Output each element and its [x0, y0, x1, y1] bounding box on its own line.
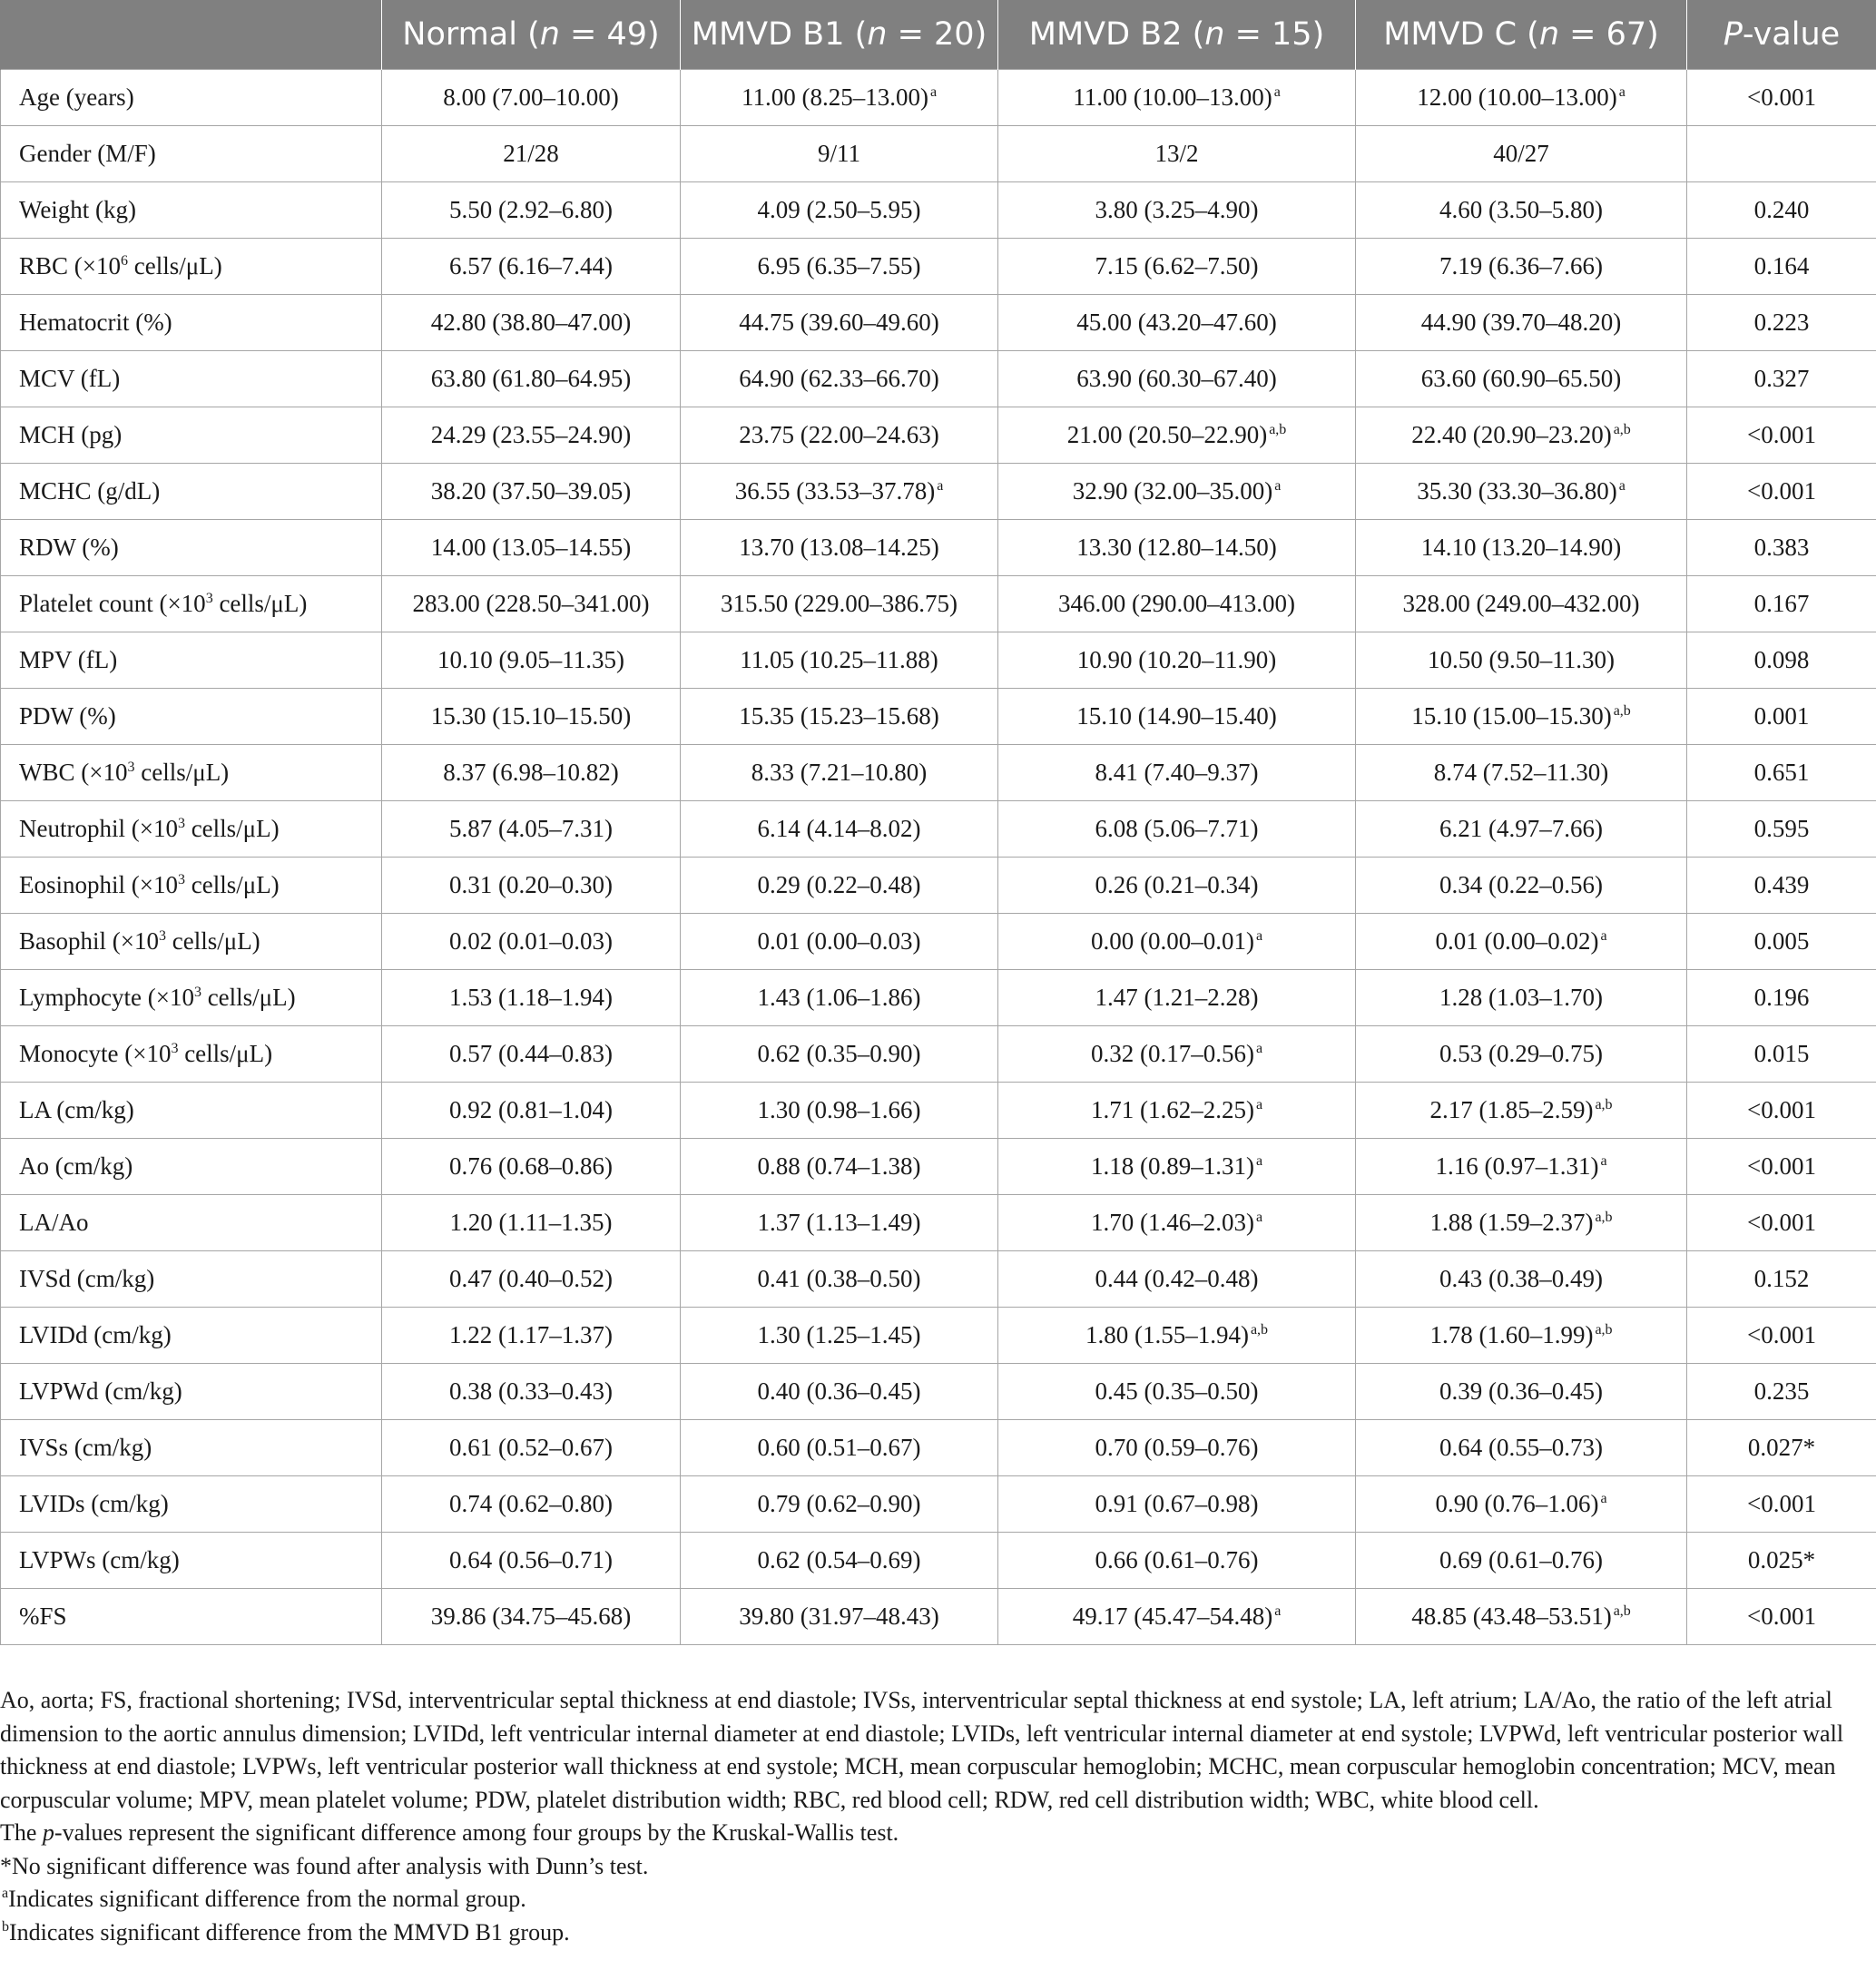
row-label: WBC ($\times 10^3$ cells/μL) [1, 745, 382, 801]
data-cell: 11.05 (10.25–11.88) [681, 632, 998, 689]
data-cell: 11.00 (10.00–13.00) $^a$ [998, 70, 1356, 126]
p-value-cell: <0.001 [1687, 70, 1876, 126]
data-cell: 1.47 (1.21–2.28) [998, 970, 1356, 1026]
significance-marker: a [1255, 1210, 1263, 1225]
p-value-cell: <0.001 [1687, 1195, 1876, 1251]
data-cell: 1.80 (1.55–1.94) $^{a,b}$ [998, 1308, 1356, 1364]
header-row [1, 0, 1876, 70]
row-label: LA/Ao [1, 1195, 382, 1251]
data-cell: 0.34 (0.22–0.56) [1356, 858, 1687, 914]
data-cell: 1.16 (0.97–1.31) $^a$ [1356, 1139, 1687, 1195]
data-cell: 32.90 (32.00–35.00) $^a$ [998, 464, 1356, 520]
table-row [1, 1195, 1876, 1251]
row-label: LVIDd (cm/kg) [1, 1308, 382, 1364]
table-row [1, 689, 1876, 745]
p-value-cell: 0.001 [1687, 689, 1876, 745]
significance-marker: a [1255, 928, 1263, 944]
data-cell: 0.32 (0.17–0.56) $^a$ [998, 1026, 1356, 1083]
data-cell: 64.90 (62.33–66.70) [681, 351, 998, 407]
row-label: MCHC (g/dL) [1, 464, 382, 520]
data-cell: 0.40 (0.36–0.45) [681, 1364, 998, 1420]
row-label: Age (years) [1, 70, 382, 126]
significance-marker: a [1255, 1041, 1263, 1056]
data-cell: 0.29 (0.22–0.48) [681, 858, 998, 914]
p-value-cell: <0.001 [1687, 1589, 1876, 1645]
row-label: Monocyte ($\times 10^3$ cells/μL) [1, 1026, 382, 1083]
significance-marker: a,b [1595, 1097, 1613, 1112]
table-row [1, 576, 1876, 632]
row-label: Weight (kg) [1, 182, 382, 239]
p-value-cell: 0.240 [1687, 182, 1876, 239]
row-label: RBC ($\times 10^6$ cells/μL) [1, 239, 382, 295]
table-row [1, 1364, 1876, 1420]
row-label: MPV (fL) [1, 632, 382, 689]
table-row [1, 1308, 1876, 1364]
data-cell: 283.00 (228.50–341.00) [382, 576, 681, 632]
table-row [1, 745, 1876, 801]
data-cell: 15.10 (15.00–15.30) $^{a,b}$ [1356, 689, 1687, 745]
row-label: LA (cm/kg) [1, 1083, 382, 1139]
data-cell: 0.70 (0.59–0.76) [998, 1420, 1356, 1476]
data-cell: 63.80 (61.80–64.95) [382, 351, 681, 407]
p-value-cell: 0.196 [1687, 970, 1876, 1026]
data-cell: 0.91 (0.67–0.98) [998, 1476, 1356, 1533]
p-value-cell: 0.015 [1687, 1026, 1876, 1083]
data-cell: 15.10 (14.90–15.40) [998, 689, 1356, 745]
significance-marker: a,b [1595, 1322, 1613, 1338]
data-cell: 0.47 (0.40–0.52) [382, 1251, 681, 1308]
header-mmvd-c: MMVD C (n = 67) [1356, 0, 1687, 70]
table-row [1, 914, 1876, 970]
table-row [1, 126, 1876, 182]
table-row [1, 407, 1876, 464]
data-cell: 44.75 (39.60–49.60) [681, 295, 998, 351]
data-cell: 8.33 (7.21–10.80) [681, 745, 998, 801]
p-value-cell: <0.001 [1687, 407, 1876, 464]
p-value-cell: 0.005 [1687, 914, 1876, 970]
significance-marker: a [1600, 1153, 1607, 1169]
footnote-p-values: The p-values represent the significant difference among four groups by the Kruskal-Wallis test. [0, 1819, 899, 1846]
significance-marker: a,b [1269, 422, 1287, 437]
data-cell: 5.87 (4.05–7.31) [382, 801, 681, 858]
data-cell: 0.26 (0.21–0.34) [998, 858, 1356, 914]
data-cell: 7.15 (6.62–7.50) [998, 239, 1356, 295]
data-cell: 5.50 (2.92–6.80) [382, 182, 681, 239]
data-cell: 0.88 (0.74–1.38) [681, 1139, 998, 1195]
footnote-abbreviations: Ao, aorta; FS, fractional shortening; IVSd, interventricular septal thickness at end diastole; IVSs, interventricular septal thickness at end systole; LA, left atrium; LA/Ao, the ratio of the left atrial dimension to the aortic annulus dimension; LVIDd, left ventricular internal diameter at end diastole; LVIDs, left ventricular internal diameter at end systole; LVPWd, left ventricular posterior wall thickness at end diastole; LVPWs, left ventricular posterior wall thickness at end systole; MCH, mean corpuscular hemoglobin; MCHC, mean corpuscular hemoglobin concentration; MCV, mean corpuscular volume; MPV, mean platelet volume; PDW, platelet distribution width; RBC, red blood cell; RDW, red cell distribution width; WBC, white blood cell. [0, 1687, 1844, 1813]
data-cell: 0.79 (0.62–0.90) [681, 1476, 998, 1533]
significance-marker: a [1600, 1491, 1607, 1506]
row-label: Neutrophil ($\times 10^3$ cells/μL) [1, 801, 382, 858]
data-cell: 0.31 (0.20–0.30) [382, 858, 681, 914]
header-mmvd-b2: MMVD B2 (n = 15) [998, 0, 1356, 70]
significance-marker: a [1255, 1153, 1263, 1169]
data-cell: 0.64 (0.55–0.73) [1356, 1420, 1687, 1476]
table-row [1, 295, 1876, 351]
data-cell: 39.86 (34.75–45.68) [382, 1589, 681, 1645]
data-cell: 0.66 (0.61–0.76) [998, 1533, 1356, 1589]
data-cell: 6.95 (6.35–7.55) [681, 239, 998, 295]
p-value-cell: <0.001 [1687, 1308, 1876, 1364]
table-row [1, 351, 1876, 407]
data-cell: 8.00 (7.00–10.00) [382, 70, 681, 126]
header-mmvd-b1: MMVD B1 (n = 20) [681, 0, 998, 70]
row-label: Basophil ($\times 10^3$ cells/μL) [1, 914, 382, 970]
data-cell: 0.61 (0.52–0.67) [382, 1420, 681, 1476]
data-cell: 0.53 (0.29–0.75) [1356, 1026, 1687, 1083]
data-cell: 0.62 (0.54–0.69) [681, 1533, 998, 1589]
row-label: %FS [1, 1589, 382, 1645]
header-p-value: P-value [1687, 0, 1876, 70]
data-cell: 1.71 (1.62–2.25) $^a$ [998, 1083, 1356, 1139]
p-value-cell: 0.223 [1687, 295, 1876, 351]
data-cell: 3.80 (3.25–4.90) [998, 182, 1356, 239]
data-cell: 0.41 (0.38–0.50) [681, 1251, 998, 1308]
data-cell: 14.10 (13.20–14.90) [1356, 520, 1687, 576]
data-cell: 8.41 (7.40–9.37) [998, 745, 1356, 801]
data-cell: 0.45 (0.35–0.50) [998, 1364, 1356, 1420]
table-row [1, 1533, 1876, 1589]
row-label: Hematocrit (%) [1, 295, 382, 351]
significance-marker: a [1618, 84, 1626, 100]
data-cell: 21.00 (20.50–22.90) $^{a,b}$ [998, 407, 1356, 464]
data-cell: 0.90 (0.76–1.06) $^a$ [1356, 1476, 1687, 1533]
data-cell: 0.01 (0.00–0.03) [681, 914, 998, 970]
row-label: IVSs (cm/kg) [1, 1420, 382, 1476]
data-cell: 0.60 (0.51–0.67) [681, 1420, 998, 1476]
data-cell: 346.00 (290.00–413.00) [998, 576, 1356, 632]
table-footnotes [0, 1684, 1861, 1949]
p-value-cell: 0.383 [1687, 520, 1876, 576]
significance-marker: a [1273, 84, 1281, 100]
significance-marker: a [1274, 478, 1282, 494]
table-row [1, 239, 1876, 295]
header-normal: Normal (n = 49) [382, 0, 681, 70]
table-row [1, 1026, 1876, 1083]
p-value-cell: 0.164 [1687, 239, 1876, 295]
data-cell: 24.29 (23.55–24.90) [382, 407, 681, 464]
data-cell: 4.60 (3.50–5.80) [1356, 182, 1687, 239]
table-row [1, 464, 1876, 520]
data-cell: 8.37 (6.98–10.82) [382, 745, 681, 801]
row-label: PDW (%) [1, 689, 382, 745]
table-row [1, 70, 1876, 126]
table-row [1, 1139, 1876, 1195]
data-cell: 22.40 (20.90–23.20) $^{a,b}$ [1356, 407, 1687, 464]
row-label: LVPWd (cm/kg) [1, 1364, 382, 1420]
data-cell: 1.20 (1.11–1.35) [382, 1195, 681, 1251]
p-value-cell: 0.027* [1687, 1420, 1876, 1476]
p-value-cell: 0.595 [1687, 801, 1876, 858]
row-label: MCH (pg) [1, 407, 382, 464]
data-cell: 0.69 (0.61–0.76) [1356, 1533, 1687, 1589]
data-cell: 10.90 (10.20–11.90) [998, 632, 1356, 689]
data-cell: 14.00 (13.05–14.55) [382, 520, 681, 576]
significance-marker: a [1600, 928, 1607, 944]
data-cell: 10.50 (9.50–11.30) [1356, 632, 1687, 689]
footnote-asterisk: *No significant difference was found after analysis with Dunn’s test. [0, 1852, 649, 1879]
significance-marker: a [1274, 1603, 1282, 1619]
data-cell: 1.18 (0.89–1.31) $^a$ [998, 1139, 1356, 1195]
row-label: LVIDs (cm/kg) [1, 1476, 382, 1533]
row-label: RDW (%) [1, 520, 382, 576]
data-cell: 15.35 (15.23–15.68) [681, 689, 998, 745]
table-row [1, 632, 1876, 689]
row-label: Eosinophil ($\times 10^3$ cells/μL) [1, 858, 382, 914]
data-cell: 36.55 (33.53–37.78) $^a$ [681, 464, 998, 520]
table-row [1, 1420, 1876, 1476]
data-cell: 63.60 (60.90–65.50) [1356, 351, 1687, 407]
row-label: IVSd (cm/kg) [1, 1251, 382, 1308]
table-row [1, 1251, 1876, 1308]
data-cell: 48.85 (43.48–53.51) $^{a,b}$ [1356, 1589, 1687, 1645]
significance-marker: a,b [1613, 1603, 1631, 1619]
table-row [1, 858, 1876, 914]
row-label: Gender (M/F) [1, 126, 382, 182]
table-body [1, 70, 1876, 1645]
data-cell: 0.39 (0.36–0.45) [1356, 1364, 1687, 1420]
data-cell: 44.90 (39.70–48.20) [1356, 295, 1687, 351]
p-value-cell: 0.439 [1687, 858, 1876, 914]
p-value-cell: <0.001 [1687, 1083, 1876, 1139]
data-cell: 12.00 (10.00–13.00) $^a$ [1356, 70, 1687, 126]
data-cell: 0.43 (0.38–0.49) [1356, 1251, 1687, 1308]
data-cell: 6.14 (4.14–8.02) [681, 801, 998, 858]
data-cell: 0.38 (0.33–0.43) [382, 1364, 681, 1420]
data-cell: 13/2 [998, 126, 1356, 182]
data-cell: 1.88 (1.59–2.37) $^{a,b}$ [1356, 1195, 1687, 1251]
footnote-a: $^a$Indicates significant difference from the normal group. [2, 1886, 526, 1912]
row-label: LVPWs (cm/kg) [1, 1533, 382, 1589]
data-cell: 35.30 (33.30–36.80) $^a$ [1356, 464, 1687, 520]
data-cell: 42.80 (38.80–47.00) [382, 295, 681, 351]
p-value-cell [1687, 126, 1876, 182]
data-cell: 13.70 (13.08–14.25) [681, 520, 998, 576]
data-cell: 23.75 (22.00–24.63) [681, 407, 998, 464]
data-cell: 1.30 (0.98–1.66) [681, 1083, 998, 1139]
data-cell: 0.02 (0.01–0.03) [382, 914, 681, 970]
p-value-cell: 0.152 [1687, 1251, 1876, 1308]
data-cell: 0.00 (0.00–0.01) $^a$ [998, 914, 1356, 970]
data-cell: 1.70 (1.46–2.03) $^a$ [998, 1195, 1356, 1251]
p-value-cell: 0.651 [1687, 745, 1876, 801]
significance-marker: a [1618, 478, 1626, 494]
data-cell: 38.20 (37.50–39.05) [382, 464, 681, 520]
data-cell: 315.50 (229.00–386.75) [681, 576, 998, 632]
data-cell: 8.74 (7.52–11.30) [1356, 745, 1687, 801]
p-value-cell: <0.001 [1687, 1476, 1876, 1533]
data-cell: 7.19 (6.36–7.66) [1356, 239, 1687, 295]
data-cell: 0.76 (0.68–0.86) [382, 1139, 681, 1195]
table-row [1, 970, 1876, 1026]
data-cell: 40/27 [1356, 126, 1687, 182]
p-value-cell: 0.025* [1687, 1533, 1876, 1589]
significance-marker: a,b [1613, 422, 1631, 437]
data-cell: 1.78 (1.60–1.99) $^{a,b}$ [1356, 1308, 1687, 1364]
data-cell: 0.64 (0.56–0.71) [382, 1533, 681, 1589]
p-value-cell: <0.001 [1687, 464, 1876, 520]
data-cell: 45.00 (43.20–47.60) [998, 295, 1356, 351]
table-row [1, 1083, 1876, 1139]
data-cell: 6.08 (5.06–7.71) [998, 801, 1356, 858]
row-label: Lymphocyte ($\times 10^3$ cells/μL) [1, 970, 382, 1026]
data-cell: 1.53 (1.18–1.94) [382, 970, 681, 1026]
data-cell: 1.37 (1.13–1.49) [681, 1195, 998, 1251]
table-row [1, 1476, 1876, 1533]
data-cell: 4.09 (2.50–5.95) [681, 182, 998, 239]
data-cell: 10.10 (9.05–11.35) [382, 632, 681, 689]
data-cell: 0.01 (0.00–0.02) $^a$ [1356, 914, 1687, 970]
significance-marker: a [929, 84, 938, 100]
footnote-b: $^b$Indicates significant difference from the MMVD B1 group. [2, 1918, 570, 1945]
p-value-cell: 0.235 [1687, 1364, 1876, 1420]
data-cell: 21/28 [382, 126, 681, 182]
table-row [1, 801, 1876, 858]
data-cell: 39.80 (31.97–48.43) [681, 1589, 998, 1645]
data-cell: 0.92 (0.81–1.04) [382, 1083, 681, 1139]
significance-marker: a [937, 478, 944, 494]
data-cell: 49.17 (45.47–54.48) $^a$ [998, 1589, 1356, 1645]
row-label: Platelet count ($\times 10^3$ cells/μL) [1, 576, 382, 632]
data-cell: 0.44 (0.42–0.48) [998, 1251, 1356, 1308]
data-cell: 0.57 (0.44–0.83) [382, 1026, 681, 1083]
significance-marker: a,b [1250, 1322, 1269, 1338]
data-cell: 63.90 (60.30–67.40) [998, 351, 1356, 407]
p-value-cell: 0.167 [1687, 576, 1876, 632]
table-row [1, 520, 1876, 576]
p-value-cell: 0.098 [1687, 632, 1876, 689]
data-cell: 1.22 (1.17–1.37) [382, 1308, 681, 1364]
data-cell: 0.74 (0.62–0.80) [382, 1476, 681, 1533]
significance-marker: a,b [1613, 703, 1631, 719]
p-value-cell: 0.327 [1687, 351, 1876, 407]
data-cell: 6.21 (4.97–7.66) [1356, 801, 1687, 858]
data-cell: 11.00 (8.25–13.00) $^a$ [681, 70, 998, 126]
data-cell: 15.30 (15.10–15.50) [382, 689, 681, 745]
data-cell: 0.62 (0.35–0.90) [681, 1026, 998, 1083]
significance-marker: a,b [1595, 1210, 1613, 1225]
data-cell: 1.28 (1.03–1.70) [1356, 970, 1687, 1026]
data-cell: 328.00 (249.00–432.00) [1356, 576, 1687, 632]
table-row [1, 182, 1876, 239]
header-stub [1, 0, 382, 70]
data-cell: 2.17 (1.85–2.59) $^{a,b}$ [1356, 1083, 1687, 1139]
p-value-cell: <0.001 [1687, 1139, 1876, 1195]
data-cell: 1.43 (1.06–1.86) [681, 970, 998, 1026]
table-row [1, 1589, 1876, 1645]
data-cell: 13.30 (12.80–14.50) [998, 520, 1356, 576]
data-cell: 6.57 (6.16–7.44) [382, 239, 681, 295]
row-label: Ao (cm/kg) [1, 1139, 382, 1195]
data-cell: 9/11 [681, 126, 998, 182]
data-cell: 1.30 (1.25–1.45) [681, 1308, 998, 1364]
row-label: MCV (fL) [1, 351, 382, 407]
significance-marker: a [1255, 1097, 1263, 1112]
